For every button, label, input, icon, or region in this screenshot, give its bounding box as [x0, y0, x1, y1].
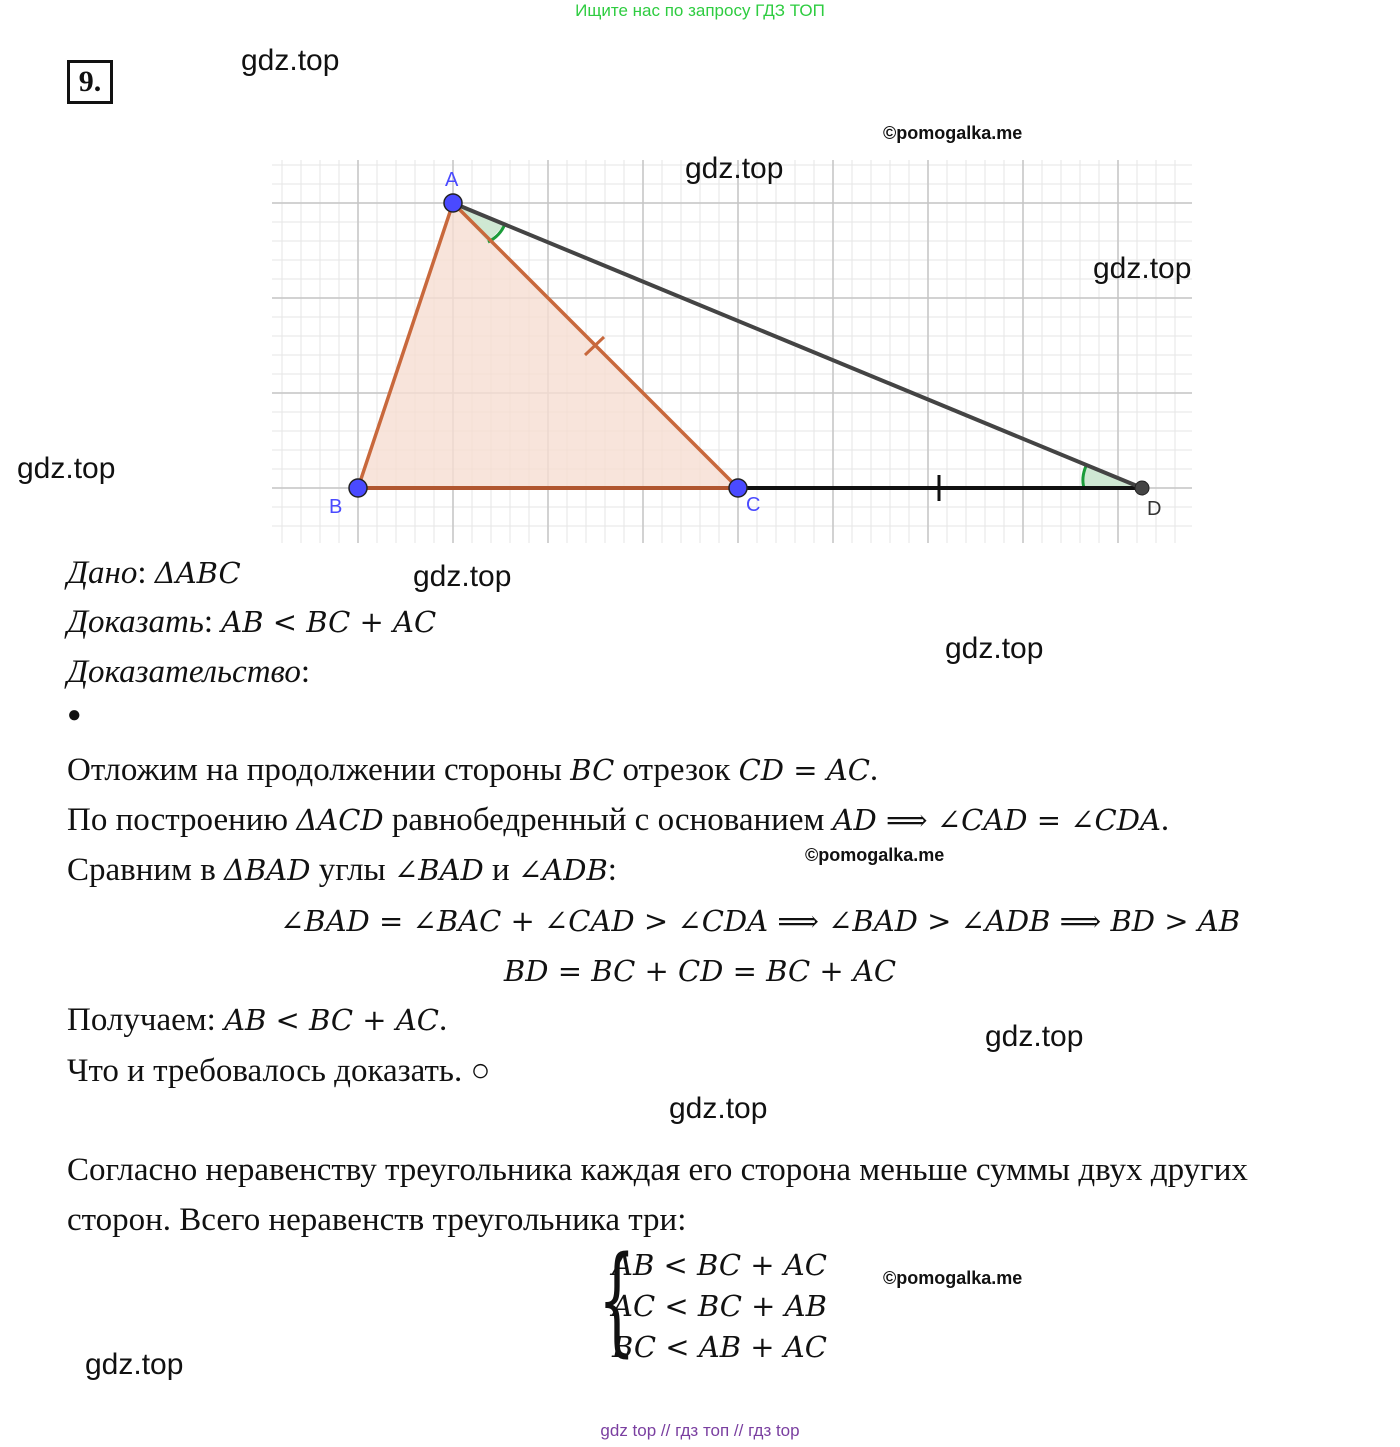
inequality-1: AB < BC + AC: [612, 1248, 827, 1282]
result-line: Получаем: AB < BC + AC.: [67, 1002, 448, 1038]
watermark: gdz.top: [413, 560, 512, 593]
watermark: gdz.top: [1093, 252, 1192, 285]
copyright: ©pomogalka.me: [883, 1268, 1023, 1288]
given-line: Дано: ΔABC: [67, 555, 241, 591]
prove-line: Доказать: AB < BC + AC: [67, 604, 437, 640]
label-c: C: [746, 494, 761, 516]
equation-2: BD = BC + CD = BC + AC: [503, 954, 897, 988]
label-b: B: [329, 496, 343, 518]
copyright: ©pomogalka.me: [805, 845, 945, 865]
problem-number: 9.: [67, 60, 113, 104]
note-line-1: Согласно неравенству треугольника каждая его сторона меньше суммы двух других: [67, 1152, 1248, 1188]
bullet: ●: [67, 702, 82, 728]
watermark: gdz.top: [241, 44, 340, 77]
inequality-2: AC < BC + AB: [612, 1289, 827, 1323]
search-banner: Ищите нас по запросу ГДЗ ТОП: [575, 1, 825, 20]
watermark: gdz.top: [669, 1092, 768, 1125]
footer-links: gdz top // гдз топ // гдз top: [600, 1421, 800, 1440]
point-b: [349, 479, 367, 497]
proof-line-2: По построению ΔACD равнобедренный с основанием AD ⟹ ∠CAD = ∠CDA.: [67, 802, 1170, 838]
proof-heading: Доказательство:: [67, 654, 311, 690]
watermark: gdz.top: [17, 452, 116, 485]
point-d: [1135, 481, 1149, 495]
point-a: [444, 194, 462, 212]
proof-line-3: Сравним в ΔBAD углы ∠BAD и ∠ADB:: [67, 852, 617, 888]
inequality-system: [612, 1245, 827, 1368]
inequality-3: BC < AB + AC: [612, 1330, 827, 1364]
copyright: ©pomogalka.me: [883, 123, 1023, 143]
label-d: D: [1147, 498, 1162, 520]
watermark: gdz.top: [85, 1348, 184, 1381]
qed-line: Что и требовалось доказать. ○: [67, 1053, 491, 1089]
equation-1: ∠BAD = ∠BAC + ∠CAD > ∠CDA ⟹ ∠BAD > ∠ADB ⟹ BD > AB: [279, 904, 1241, 938]
watermark: gdz.top: [685, 152, 784, 185]
point-c: [729, 479, 747, 497]
label-a: A: [445, 169, 459, 191]
watermark: gdz.top: [945, 632, 1044, 665]
note-line-2: сторон. Всего неравенств треугольника три:: [67, 1202, 687, 1238]
system-brace: {: [598, 1230, 636, 1368]
watermark: gdz.top: [985, 1020, 1084, 1053]
proof-line-1: Отложим на продолжении стороны BC отрезок CD = AC.: [67, 752, 879, 788]
